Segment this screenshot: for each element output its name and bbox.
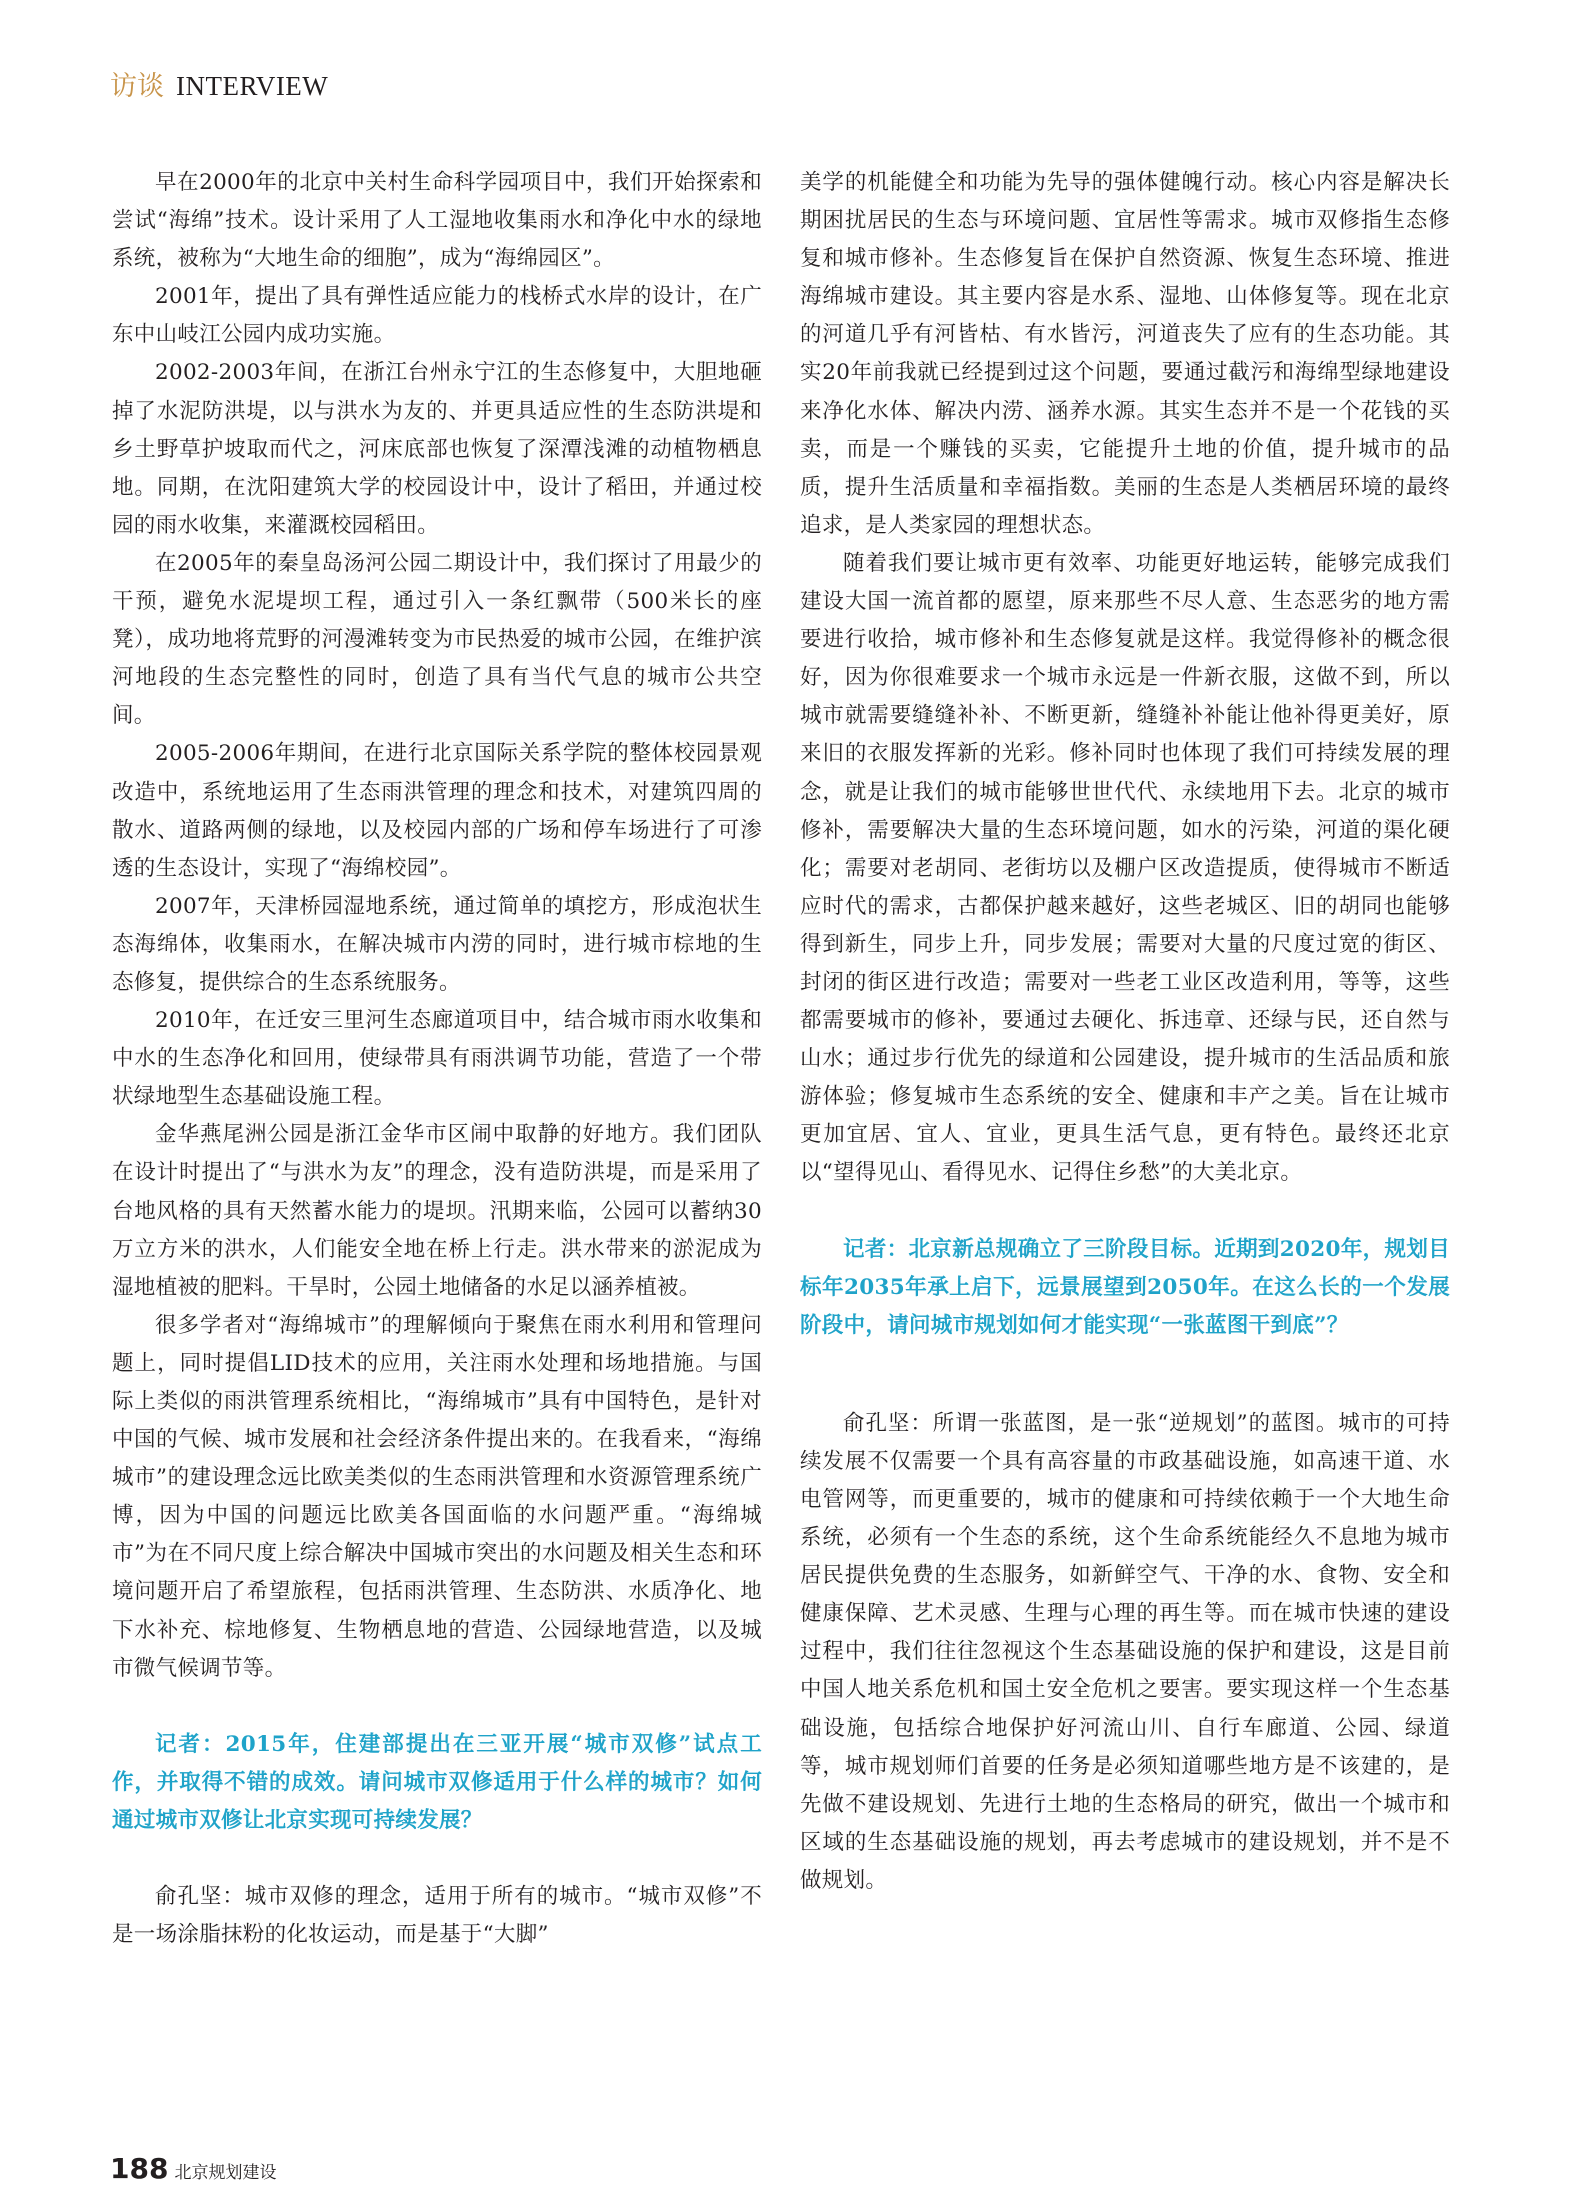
interview-question: 记者：2015年，住建部提出在三亚开展“城市双修”试点工作，并取得不错的成效。请问城市双修适用于什么样的城市？如何通过城市双修让北京实现可持续发展？ [112,1731,762,1833]
section-label-en: INTERVIEW [176,71,329,101]
paragraph: 金华燕尾洲公园是浙江金华市区闹中取静的好地方。我们团队在设计时提出了“与洪水为友”的理念，没有造防洪堤，而是采用了台地风格的具有天然蓄水能力的堤坝。汛期来临，公园可以蓄纳30万立方米的洪水，人们能安全地在桥上行走。洪水带来的淤泥成为湿地植被的肥料。干旱时，公园土地储备的水足以涵养植被。 [112,1122,762,1300]
paragraph: 在2005年的秦皇岛汤河公园二期设计中，我们探讨了用最少的干预，避免水泥堤坝工程，通过引入一条红飘带（500米长的座凳），成功地将荒野的河漫滩转变为市民热爱的城市公园，在维护滨河地段的生态完整性的同时，创造了具有当代气息的城市公共空间。 [112,550,762,729]
section-label-cn: 访谈 [110,71,164,102]
paragraph: 2005-2006年期间，在进行北京国际关系学院的整体校园景观改造中，系统地运用了生态雨洪管理的理念和技术，对建筑四周的散水、道路两侧的绿地，以及校园内部的广场和停车场进行了可渗透的生态设计，实现了“海绵校园”。 [112,741,762,881]
journal-name: 北京规划建设 [174,2163,277,2183]
interview-question: 记者：北京新总规确立了三阶段目标。近期到2020年，规划目标年2035年承上启下，远景展望到2050年。在这么长的一个发展阶段中，请问城市规划如何才能实现“一张蓝图干到底”？ [800,1236,1450,1338]
right-column [800,164,1450,1900]
page-number: 188 [110,2152,169,2185]
paragraph: 2010年，在迁安三里河生态廊道项目中，结合城市雨水收集和中水的生态净化和回用，使绿带具有雨洪调节功能，营造了一个带状绿地型生态基础设施工程。 [112,1008,762,1110]
paragraph-continued: 美学的机能健全和功能为先导的强体健魄行动。核心内容是解决长期困扰居民的生态与环境问题、宜居性等需求。城市双修指生态修复和城市修补。生态修复旨在保护自然资源、恢复生态环境、推进海绵城市建设。其主要内容是水系、湿地、山体修复等。现在北京的河道几乎有河皆枯、有水皆污，河道丧失了应有的生态功能。其实20年前我就已经提到过这个问题，要通过截污和海绵型绿地建设来净化水体、解决内涝、涵养水源。其实生态并不是一个花钱的买卖，而是一个赚钱的买卖，它能提升土地的价值，提升城市的品质，提升生活质量和幸福指数。美丽的生态是人类栖居环境的最终追求，是人类家园的理想状态。 [800,170,1450,538]
paragraph: 俞孔坚：所谓一张蓝图，是一张“逆规划”的蓝图。城市的可持续发展不仅需要一个具有高容量的市政基础设施，如高速干道、水电管网等，而更重要的，城市的健康和可持续依赖于一个大地生命系统，必须有一个生态的系统，这个生命系统能经久不息地为城市居民提供免费的生态服务，如新鲜空气、干净的水、食物、安全和健康保障、艺术灵感、生理与心理的再生等。而在城市快速的建设过程中，我们往往忽视这个生态基础设施的保护和建设，这是目前中国人地关系危机和国土安全危机之要害。要实现这样一个生态基础设施，包括综合地保护好河流山川、自行车廊道、公园、绿道等，城市规划师们首要的任务是必须知道哪些地方是不该建的，是先做不建设规划、先进行土地的生态格局的研究，做出一个城市和区域的生态基础设施的规划，再去考虑城市的建设规划，并不是不做规划。 [800,1410,1450,1893]
paragraph: 俞孔坚：城市双修的理念，适用于所有的城市。“城市双修”不是一场涂脂抹粉的化妆运动，而是基于“大脚” [112,1884,762,1948]
paragraph: 2007年，天津桥园湿地系统，通过简单的填挖方，形成泡状生态海绵体，收集雨水，在解决城市内涝的同时，进行城市棕地的生态修复，提供综合的生态系统服务。 [112,893,762,995]
page-footer [110,2152,276,2185]
paragraph: 随着我们要让城市更有效率、功能更好地运转，能够完成我们建设大国一流首都的愿望，原来那些不尽人意、生态恶劣的地方需要进行收拾，城市修补和生态修复就是这样。我觉得修补的概念很好，因为你很难要求一个城市永远是一件新衣服，这做不到，所以城市就需要缝缝补补、不断更新，缝缝补补能让他补得更美好，原来旧的衣服发挥新的光彩。修补同时也体现了我们可持续发展的理念，就是让我们的城市能够世世代代、永续地用下去。北京的城市修补，需要解决大量的生态环境问题，如水的污染，河道的渠化硬化；需要对老胡同、老街坊以及棚户区改造提质，使得城市不断适应时代的需求，古都保护越来越好，这些老城区、旧的胡同也能够得到新生，同步上升，同步发展；需要对大量的尺度过宽的街区、封闭的街区进行改造；需要对一些老工业区改造利用，等等，这些都需要城市的修补，要通过去硬化、拆违章、还绿与民，还自然与山水；通过步行优先的绿道和公园建设，提升城市的生活品质和旅游体验；修复城市生态系统的安全、健康和丰产之美。旨在让城市更加宜居、宜人、宜业，更具生活气息，更有特色。最终还北京以“望得见山、看得见水、记得住乡愁”的大美北京。 [800,550,1450,1186]
paragraph: 2002-2003年间，在浙江台州永宁江的生态修复中，大胆地砸掉了水泥防洪堤，以与洪水为友的、并更具适应性的生态防洪堤和乡土野草护坡取而代之，河床底部也恢复了深潭浅滩的动植物栖息地。同期，在沈阳建筑大学的校园设计中，设计了稻田，并通过校园的雨水收集，来灌溉校园稻田。 [112,360,762,538]
paragraph: 2001年，提出了具有弹性适应能力的栈桥式水岸的设计，在广东中山岐江公园内成功实施。 [112,284,762,348]
page-header [110,64,328,104]
paragraph: 很多学者对“海绵城市”的理解倾向于聚焦在雨水利用和管理问题上，同时提倡LID技术的应用，关注雨水处理和场地措施。与国际上类似的雨洪管理系统相比，“海绵城市”具有中国特色，是针对中国的气候、城市发展和社会经济条件提出来的。在我看来，“海绵城市”的建设理念远比欧美类似的生态雨洪管理和水资源管理系统广博，因为中国的问题远比欧美各国面临的水问题严重。“海绵城市”为在不同尺度上综合解决中国城市突出的水问题及相关生态和环境问题开启了希望旅程，包括雨洪管理、生态防洪、水质净化、地下水补充、棕地修复、生物栖息地的营造、公园绿地营造，以及城市微气候调节等。 [112,1312,762,1681]
paragraph: 早在2000年的北京中关村生命科学园项目中，我们开始探索和尝试“海绵”技术。设计采用了人工湿地收集雨水和净化中水的绿地系统，被称为“大地生命的细胞”，成为“海绵园区”。 [112,170,762,272]
left-column [112,164,762,1954]
